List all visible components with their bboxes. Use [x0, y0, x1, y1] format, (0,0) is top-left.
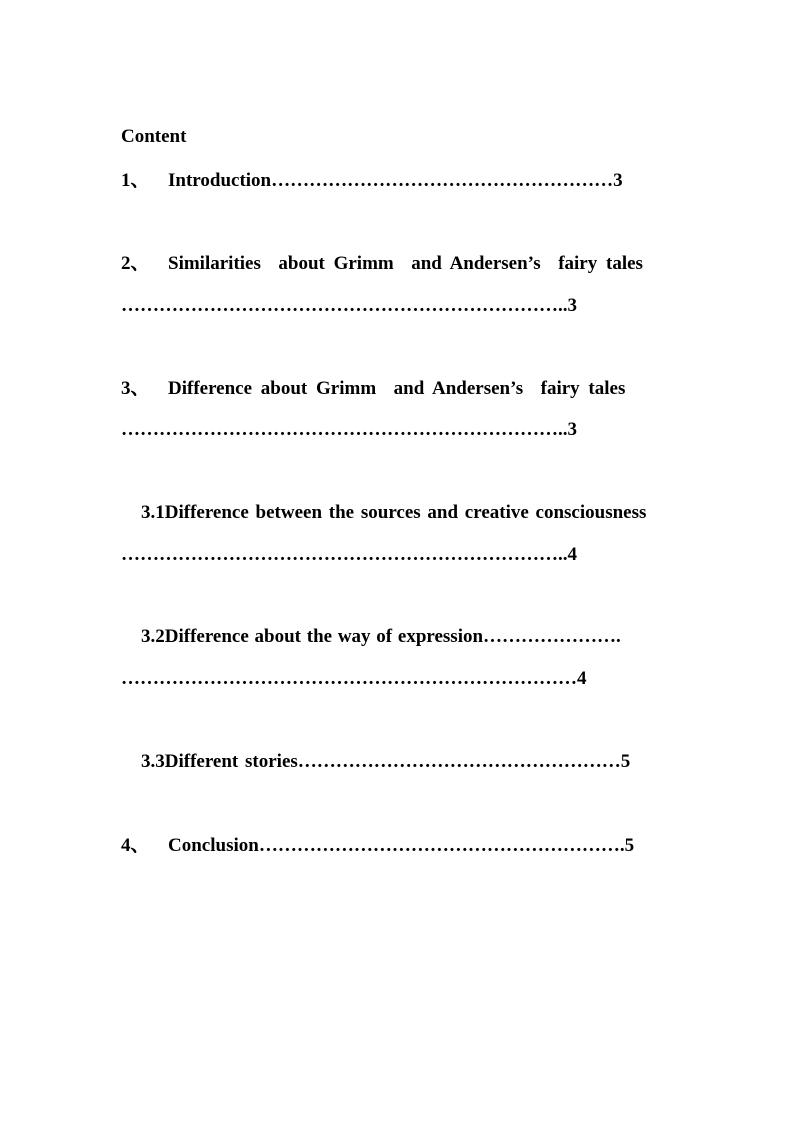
toc-entry-title: Similarities about Grimm and Andersen’s fairy tales [168, 253, 643, 274]
toc-entry-expression-leader-line [121, 667, 587, 691]
toc-title: Content [121, 126, 187, 147]
toc-entry-leader: …………………………………………………………….. [121, 295, 568, 316]
toc-entry-title: Difference about Grimm and Andersen’s fairy tales [168, 378, 626, 399]
toc-entry-stories [141, 750, 630, 774]
toc-entry-page: 3 [567, 295, 577, 316]
toc-entry-difference-leader-line [121, 418, 577, 442]
toc-entry-sources [141, 501, 646, 525]
toc-entry-leader: …………………………………………… [297, 751, 621, 772]
toc-entry-number: 3.1 [141, 502, 165, 523]
toc-entry-similarities [121, 252, 643, 276]
toc-entry-expression [141, 625, 621, 649]
toc-entry-title: Conclusion [168, 835, 259, 856]
toc-entry-title: Difference about the way of expression [164, 626, 484, 647]
toc-entry-leader: ……………………………………………………………… [121, 668, 577, 689]
toc-entry-page: 4 [577, 668, 587, 689]
toc-entry-introduction [121, 169, 623, 193]
toc-entry-page: 3 [613, 170, 623, 191]
toc-entry-difference [121, 377, 625, 401]
toc-entry-leader: …………………. [483, 626, 621, 647]
toc-entry-number: 2、 [121, 253, 150, 274]
toc-entry-number: 4、 [121, 835, 150, 856]
toc-entry-title: Different stories [164, 751, 298, 772]
toc-entry-leader: ………………………………………………… [258, 835, 620, 856]
toc-entry-number: 3.2 [141, 626, 165, 647]
toc-entry-conclusion [121, 834, 634, 858]
toc-entry-number: 3、 [121, 378, 150, 399]
toc-entry-leader: …………………………………………………………….. [121, 419, 568, 440]
toc-entry-leader: …………………………………………………………….. [121, 544, 568, 565]
toc-entry-sources-leader-line [121, 543, 577, 567]
toc-entry-leader: ……………………………………………… [271, 170, 614, 191]
toc-entry-similarities-leader-line [121, 294, 577, 318]
toc-entry-page: 4 [567, 544, 577, 565]
toc-entry-page: 3 [567, 419, 577, 440]
toc-entry-title: Introduction [168, 170, 272, 191]
toc-entry-number: 1、 [121, 170, 150, 191]
toc-entry-number: 3.3 [141, 751, 165, 772]
toc-entry-page: 5 [620, 751, 631, 772]
toc-entry-page: .5 [619, 835, 635, 856]
toc-entry-title: Difference between the sources and creative consciousness [164, 502, 647, 523]
